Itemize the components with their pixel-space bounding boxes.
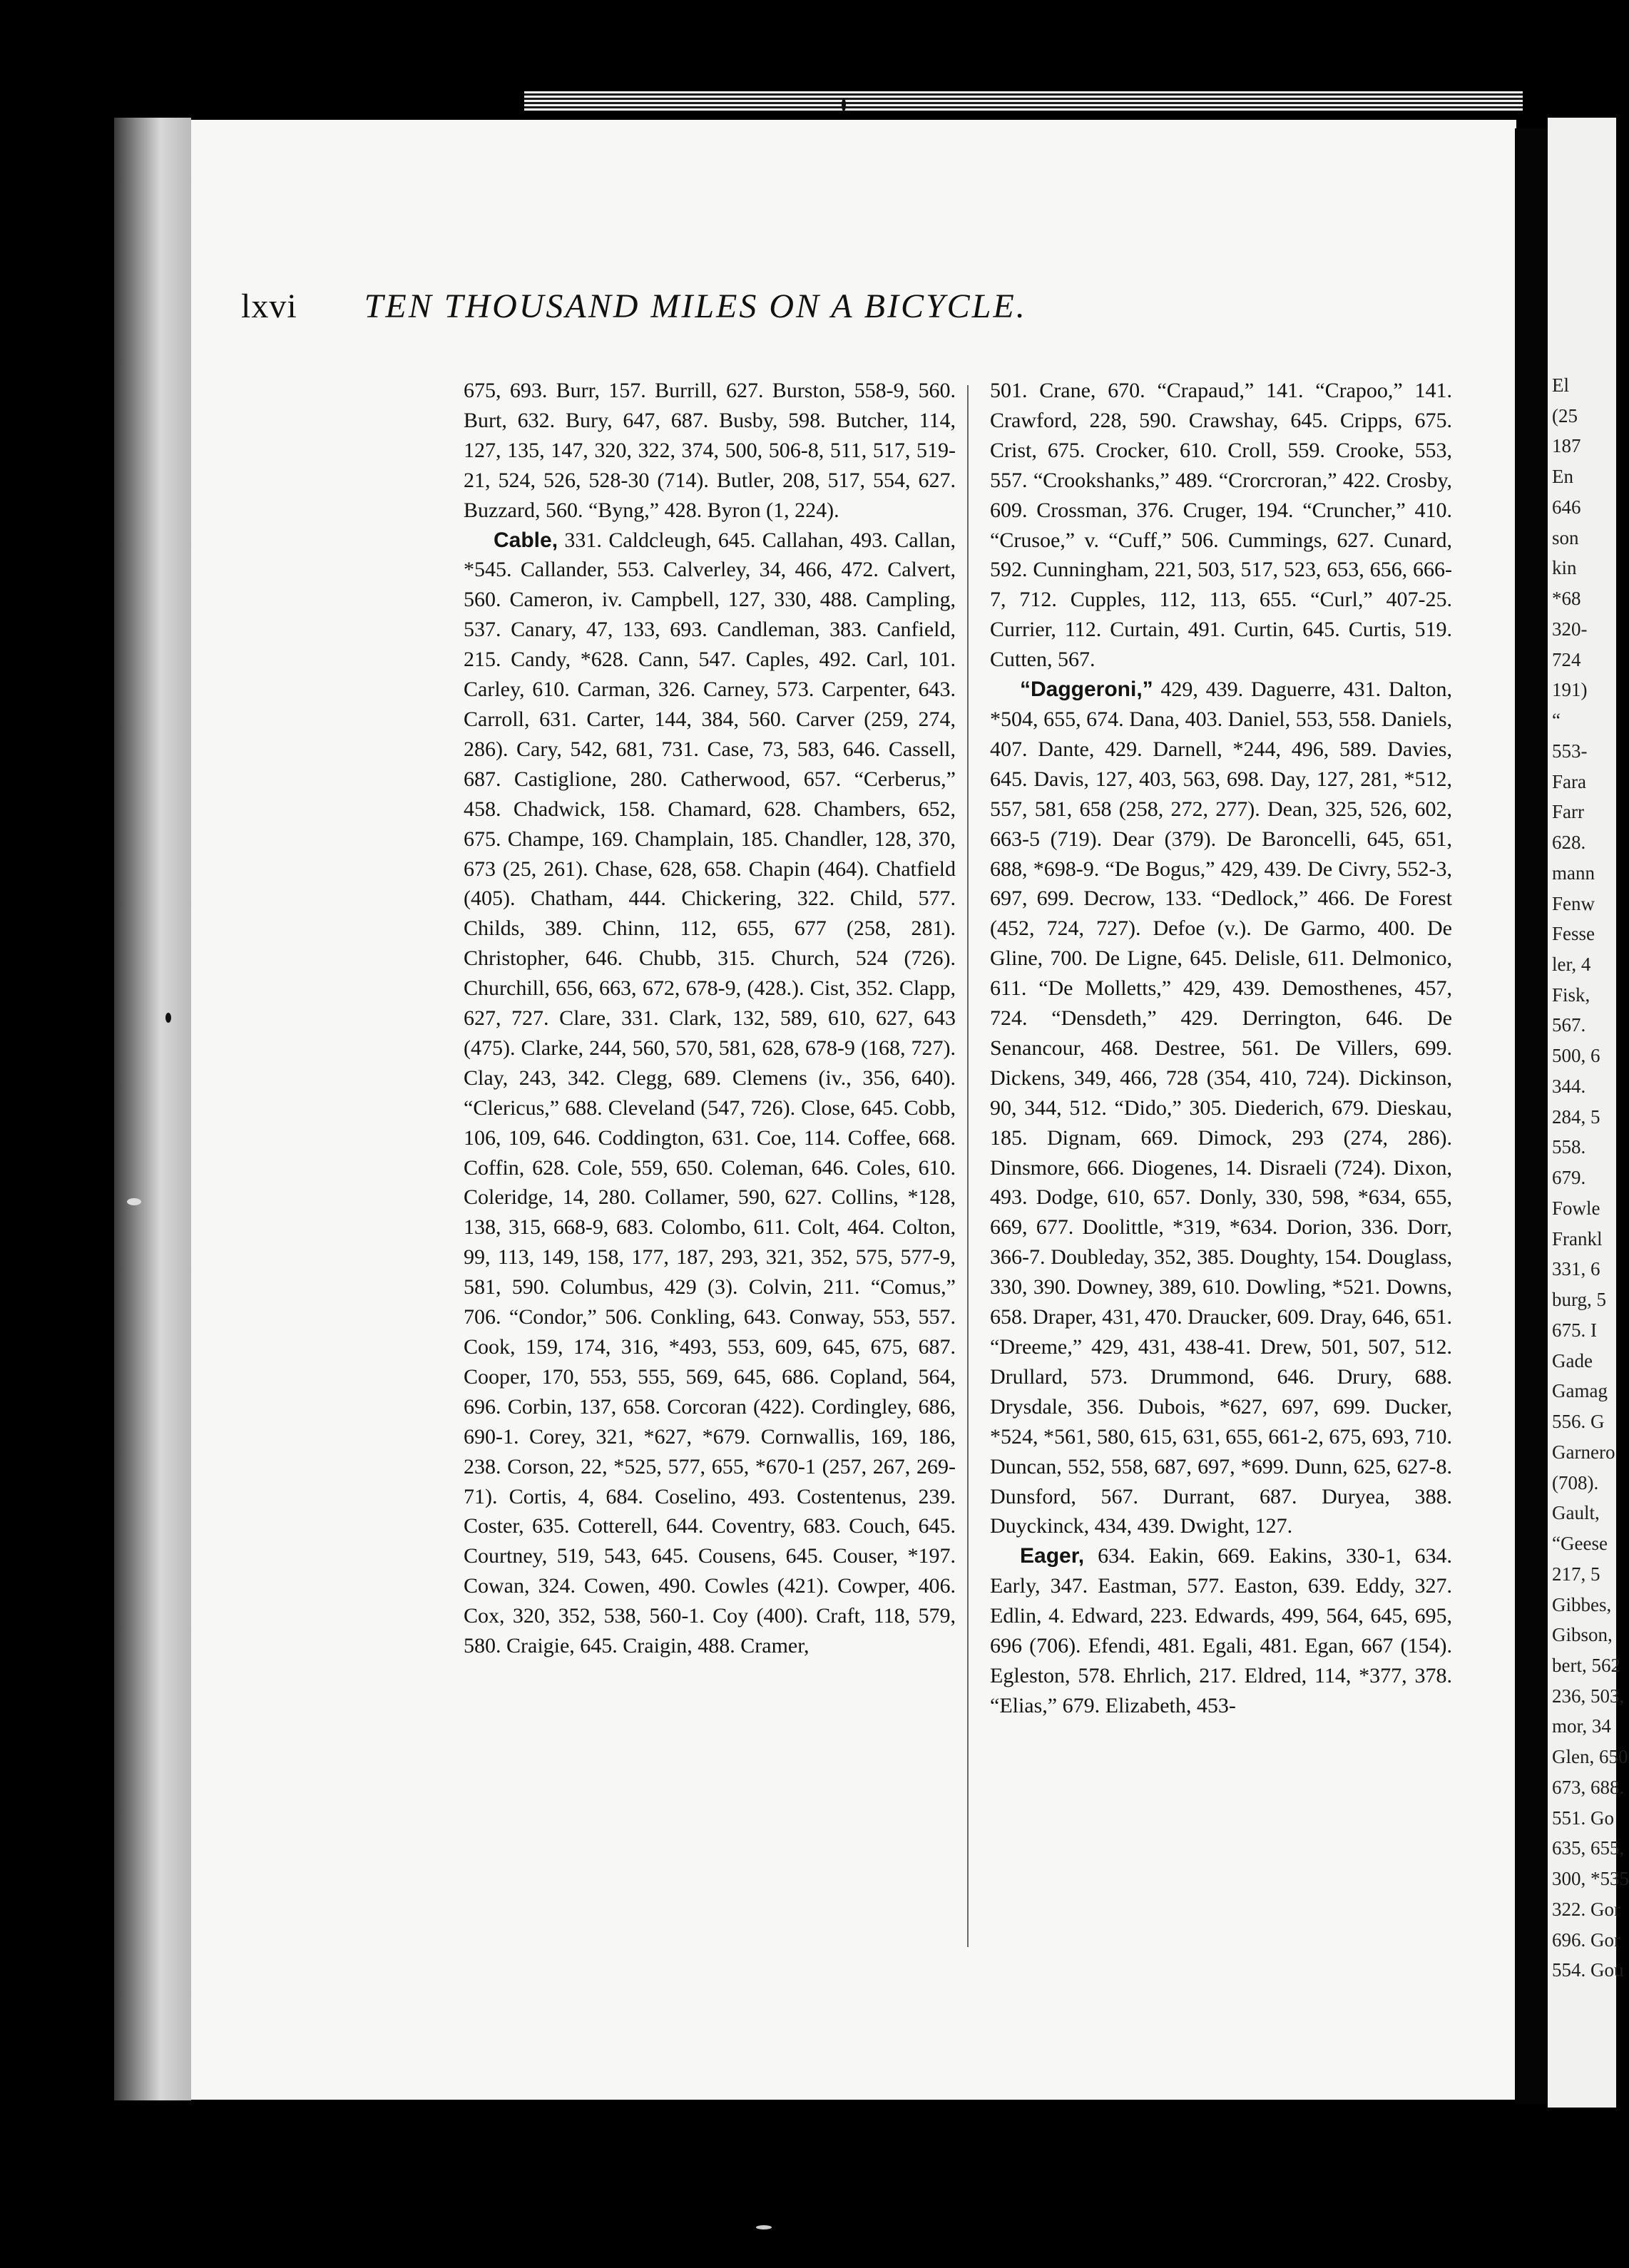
- next-page-fragment: 500, 6: [1552, 1045, 1600, 1067]
- next-page-fragment: 558.: [1552, 1136, 1586, 1158]
- next-page-fragment: (25: [1552, 404, 1578, 426]
- index-letter-lead: Cable,: [494, 528, 558, 552]
- next-page-fragment: 344.: [1552, 1075, 1586, 1097]
- next-page-fragment: 724: [1552, 648, 1581, 670]
- next-page-fragment: 628.: [1552, 832, 1586, 854]
- next-page-fragment: 675. I: [1552, 1319, 1597, 1341]
- index-block-text: 429, 439. Daguerre, 431. Dalton, *504, 655, 674. Dana, 403. Daniel, 553, 558. Daniels, 407. Dante, 429. Darnell, *244, 496, 589. Davies, 645. Davis, 127, 403, 563, 698. Day, 127, 281, *512, 557, 581, 658 (258, 272, 277). Dean, 325, 526, 602, 663-5 (719). Dear (379). De Baroncelli, 645, 651, 688, *698-9. “De Bogus,” 429, 439. De Civry, 552-3, 697, 699. Decrow, 133. “Dedlock,” 466. De Forest (452, 724, 727). Defoe (v.). De Garmo, 400. De Gline, 700. De Ligne, 645. Delisle, 611. Delmonico, 611. “De Molletts,” 429, 439. Demosthenes, 457, 724. “Densdeth,” 429. Derrington, 646. De Senancour, 468. Destree, 561. De Villers, 699. Dickens, 349, 466, 728 (354, 410, 724). Dickinson, 90, 344, 512. “Dido,” 305. Diederich, 679. Dieskau, 185. Dignam, 669. Dimock, 293 (274, 286). Dinsmore, 666. Diogenes, 14. Disraeli (724). Dixon, 493. Dodge, 610, 657. Donly, 330, 598, *634, 655, 669, 677. Doolittle, *319, *634. Dorion, 336. Dorr, 366-7. Doubleday, 352, 385. Doughty, 154. Douglass, 330, 390. Downey, 389, 610. Dowling, *521. Downs, 658. Draper, 431, 470. Draucker, 609. Dray, 646, 651. “Dreeme,” 429, 431, 438-41. Drew, 501, 507, 512. Drullard, 573. Drummond, 646. Drury, 688. Drysdale, 356. Dubois, *627, 697, 699. Ducker, *524, *561, 580, 615, 631, 655, 661-2, 675, 693, 710. Duncan, 552, 558, 687, 697, *699. Dunn, 625, 627-8. Dunsford, 567. Durrant, 687. Duryea, 388. Duyckinck, 434, 439. Dwight, 127.: [990, 678, 1452, 1538]
- next-page-fragment: Fowle: [1552, 1197, 1600, 1219]
- next-page-fragment: Garnero: [1552, 1441, 1615, 1463]
- next-page-fragment: Fenw: [1552, 892, 1595, 914]
- next-page-fragment: 320-: [1552, 618, 1588, 640]
- book-title: TEN THOUSAND MILES ON A BICYCLE.: [364, 287, 1027, 325]
- book-spine: [114, 118, 191, 2100]
- next-page-fragment: Fesse: [1552, 923, 1595, 945]
- scan-speck: [127, 1198, 141, 1205]
- index-block-text: 501. Crane, 670. “Crapaud,” 141. “Crapoo,” 141. Crawford, 228, 590. Crawshay, 645. Cripps, 675. Crist, 675. Crocker, 610. Croll, 559. Crooke, 553, 557. “Crookshanks,” 489. “Crorcroran,” 422. Crosby, 609. Crossman, 376. Cruger, 194. “Cruncher,” 410. “Crusoe,” v. “Cuff,” 506. Cummings, 627. Cunard, 592. Cunningham, 221, 503, 517, 523, 653, 656, 666-7, 712. Cupples, 112, 113, 655. “Curl,” 407-25. Currier, 112. Curtain, 491. Curtin, 645. Curtis, 519. Cutten, 567.: [990, 379, 1452, 672]
- next-page-fragment: Gibson,: [1552, 1624, 1613, 1646]
- next-page-fragment: 551. Go: [1552, 1807, 1614, 1829]
- next-page-fragment: El: [1552, 374, 1569, 396]
- index-block: [464, 376, 956, 526]
- next-page-edge: [1548, 118, 1629, 2108]
- index-block: [990, 675, 1452, 1541]
- next-page-fragment: 187: [1552, 435, 1581, 457]
- next-page-fragment: Fara: [1552, 770, 1586, 792]
- next-page-fragment: son: [1552, 526, 1579, 548]
- scan-speck: [842, 98, 846, 111]
- index-block: [464, 526, 956, 1661]
- running-head: [241, 287, 1368, 326]
- next-page-fragment: 300, *535: [1552, 1868, 1629, 1890]
- next-page-fragment: 635, 655,: [1552, 1837, 1625, 1859]
- next-page-fragment: burg, 5: [1552, 1289, 1607, 1311]
- next-page-fragment: 554. Gou: [1552, 1959, 1624, 1981]
- next-page-fragment: Gade: [1552, 1349, 1593, 1371]
- next-page-fragment: 331, 6: [1552, 1258, 1600, 1280]
- index-letter-lead: Eager,: [1020, 1544, 1085, 1568]
- page-stack-edge: [524, 91, 1523, 111]
- next-page-fragment: 679.: [1552, 1167, 1586, 1189]
- next-page-fragment: 322. Gor: [1552, 1898, 1620, 1920]
- next-page-fragment: mor, 34: [1552, 1715, 1611, 1737]
- next-page-fragment: 646: [1552, 496, 1581, 518]
- next-page-fragment: Gamag: [1552, 1380, 1608, 1402]
- page-number: lxvi: [241, 287, 297, 325]
- index-block: [990, 376, 1452, 675]
- next-page-fragment: “: [1552, 710, 1561, 732]
- next-page-fragment: (708).: [1552, 1471, 1599, 1493]
- next-page-fragment: 236, 503,: [1552, 1685, 1625, 1707]
- next-page-fragment: 673, 688.: [1552, 1776, 1625, 1798]
- next-page-fragment: 696. Gor: [1552, 1929, 1620, 1951]
- index-block-text: 634. Eakin, 669. Eakins, 330-1, 634. Early, 347. Eastman, 577. Easton, 639. Eddy, 327. Edlin, 4. Edward, 223. Edwards, 499, 564, 645, 695, 696 (706). Efendi, 481. Egali, 481. Egan, 667 (154). Egleston, 578. Ehrlich, 217. Eldred, 114, *377, 378. “Elias,” 679. Elizabeth, 453-: [990, 1544, 1452, 1717]
- scan-speck: [165, 1013, 171, 1023]
- next-page-fragment: Gault,: [1552, 1502, 1600, 1524]
- next-page-fragment: 556. G: [1552, 1411, 1605, 1433]
- next-page-fragment: Fisk,: [1552, 984, 1590, 1006]
- next-page-fragment: Glen, 650: [1552, 1746, 1628, 1768]
- next-page-fragment: *68: [1552, 588, 1581, 610]
- index-column-left: [464, 376, 956, 1661]
- next-page-fragment: kin: [1552, 557, 1577, 579]
- next-page-fragment: En: [1552, 466, 1573, 488]
- index-column-right: [990, 376, 1452, 1721]
- next-page-fragment: bert, 562: [1552, 1654, 1620, 1676]
- next-page-fragment: 553-: [1552, 740, 1588, 762]
- page-gutter: [1515, 128, 1548, 2104]
- next-page-fragment: “Geese: [1552, 1533, 1608, 1555]
- next-page-fragment: 217, 5: [1552, 1563, 1600, 1585]
- index-block-text: 675, 693. Burr, 157. Burrill, 627. Burston, 558-9, 560. Burt, 632. Bury, 647, 687. Busby, 598. Butcher, 114, 127, 135, 147, 320, 322, 374, 500, 506-8, 511, 517, 519-21, 524, 526, 528-30 (714). Butler, 208, 517, 554, 627. Buzzard, 560. “Byng,” 428. Byron (1, 224).: [464, 379, 956, 522]
- next-page-fragment: 191): [1552, 679, 1588, 701]
- next-page-fragment: ler, 4: [1552, 954, 1591, 976]
- next-page-fragment: 284, 5: [1552, 1105, 1600, 1128]
- index-block-text: 331. Caldcleugh, 645. Callahan, 493. Callan, *545. Callander, 553. Calverley, 34, 466, 472. Calvert, 560. Cameron, iv. Campbell, 127, 330, 488. Campling, 537. Canary, 47, 133, 693. Candleman, 383. Canfield, 215. Candy, *628. Cann, 547. Caples, 492. Carl, 101. Carley, 610. Carman, 326. Carney, 573. Carpenter, 643. Carroll, 631. Carter, 144, 384, 560. Carver (259, 274, 286). Cary, 542, 681, 731. Case, 73, 583, 646. Cassell, 687. Castiglione, 280. Catherwood, 657. “Cerberus,” 458. Chadwick, 158. Chamard, 628. Chambers, 652, 675. Champe, 169. Champlain, 185. Chandler, 128, 370, 673 (25, 261). Chase, 628, 658. Chapin (464). Chatfield (405). Chatham, 444. Chickering, 322. Child, 577. Childs, 389. Chinn, 112, 655, 677 (258, 281). Christopher, 646. Chubb, 315. Church, 524 (726). Churchill, 656, 663, 672, 678-9, (428.). Cist, 352. Clapp, 627, 727. Clare, 331. Clark, 132, 589, 610, 627, 643 (475). Clarke, 244, 560, 570, 581, 628, 678-9 (168, 727). Clay, 243, 342. Clegg, 689. Clemens (iv., 356, 640). “Clericus,” 688. Cleveland (547, 726). Close, 645. Cobb, 106, 109, 646. Coddington, 631. Coe, 114. Coffee, 668. Coffin, 628. Cole, 559, 650. Coleman, 646. Coles, 610. Coleridge, 14, 280. Collamer, 590, 627. Collins, *128, 138, 315, 668-9, 683. Colombo, 611. Colt, 464. Colton, 99, 113, 149, 158, 177, 187, 293, 321, 352, 575, 577-9, 581, 590. Columbus, 429 (3). Colvin, 211. “Comus,” 706. “Condor,” 506. Conkling, 643. Conway, 553, 557. Cook, 159, 174, 316, *493, 553, 609, 645, 675, 687. Cooper, 170, 553, 555, 569, 645, 686. Copland, 564, 696. Corbin, 137, 658. Corcoran (422). Cordingley, 686, 690-1. Corey, 321, *627, *679. Cornwallis, 169, 186, 238. Corson, 22, *525, 577, 655, *670-1 (257, 267, 269-71). Cortis, 4, 684. Coselino, 493. Costentenus, 239. Coster, 635. Cotterell, 644. Coventry, 683. Couch, 645. Courtney, 519, 543, 645. Cousens, 645. Couser, *197. Cowan, 324. Cowen, 490. Cowles (421). Cowper, 406. Cox, 320, 352, 538, 560-1. Coy (400). Craft, 118, 579, 580. Craigie, 645. Craigin, 488. Cramer,: [464, 528, 956, 1658]
- scan-speck: [756, 2225, 772, 2229]
- index-letter-lead: “Daggeroni,”: [1020, 678, 1153, 702]
- next-page-fragment: Gibbes,: [1552, 1593, 1612, 1615]
- next-page-fragment: Farr: [1552, 801, 1584, 823]
- column-rule: [967, 385, 969, 1947]
- index-block: [990, 1541, 1452, 1720]
- next-page-fragment: 567.: [1552, 1014, 1586, 1036]
- next-page-fragment: mann: [1552, 862, 1595, 884]
- next-page-fragment: Frankl: [1552, 1227, 1603, 1250]
